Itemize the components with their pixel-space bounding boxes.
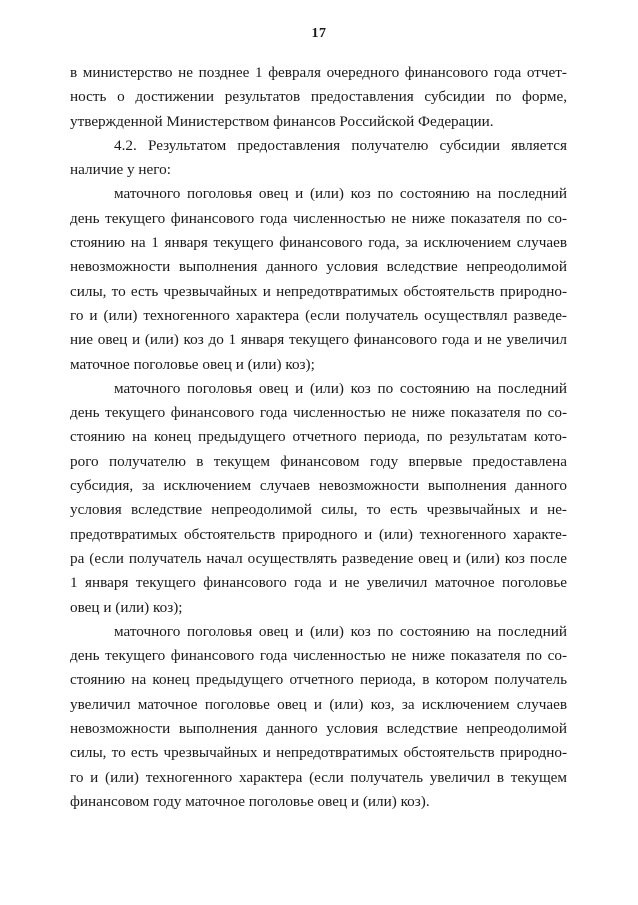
paragraph [70, 620, 567, 814]
text-line: утвержденной Министерством финансов Российской Федерации. [70, 112, 494, 130]
text-line: день текущего финансового года численностью не ниже показателя по со- [70, 209, 567, 227]
text-line: невозможности выполнения данного условия вследствие непреодолимой [70, 720, 567, 738]
text-line: в министерство не позднее 1 февраля очередного финансового года отчет- [70, 64, 567, 81]
paragraph [70, 61, 567, 134]
text-line: день текущего финансового года численностью не ниже показателя по со- [70, 647, 567, 665]
text-line: наличие у него: [70, 161, 171, 179]
text-line: увеличил маточное поголовье овец и (или) коз, за исключением случаев [70, 695, 567, 713]
text-line: стоянию на конец предыдущего отчетного периода, по результатам кото- [70, 428, 567, 446]
text-line: 1 января текущего финансового года и не увеличил маточное поголовье [70, 574, 567, 592]
text-line: маточного поголовья овец и (или) коз по состоянию на последний [114, 622, 567, 640]
text-line: финансовом году маточное поголовье овец и (или) коз). [70, 792, 430, 810]
text-line: маточного поголовья овец и (или) коз по состоянию на последний [114, 379, 567, 397]
text-line: силы, то есть чрезвычайных и непредотвратимых обстоятельств природно- [70, 744, 567, 762]
text-line: стоянию на 1 января текущего финансового года, за исключением случаев [70, 234, 567, 252]
text-line: ра (если получатель начал осуществлять разведение овец и (или) коз после [70, 549, 567, 567]
text-line: условия вследствие непреодолимой силы, то есть чрезвычайных и не- [70, 501, 567, 519]
text-line: силы, то есть чрезвычайных и непредотвратимых обстоятельств природно- [70, 282, 567, 300]
text-line: го и (или) техногенного характера (если получатель осуществлял разведе- [70, 306, 567, 324]
text-line: рого получателю в текущем финансовом году впервые предоставлена [70, 452, 567, 470]
paragraph [70, 377, 567, 620]
text-line: го и (или) техногенного характера (если получатель увеличил в текущем [70, 768, 567, 786]
text-line: маточного поголовья овец и (или) коз по состоянию на последний [114, 185, 567, 203]
page-number: 17 [311, 26, 327, 41]
text-line: ность о достижении результатов предоставления субсидии по форме, [70, 88, 567, 106]
text-line: день текущего финансового года численностью не ниже показателя по со- [70, 404, 567, 422]
paragraph [70, 182, 567, 376]
text-line: невозможности выполнения данного условия вследствие непреодолимой [70, 258, 567, 276]
text-line: 4.2. Результатом предоставления получателю субсидии является [114, 136, 567, 154]
text-line: субсидия, за исключением случаев невозможности выполнения данного [70, 477, 567, 495]
document-body [70, 61, 567, 814]
text-line: овец и (или) коз); [70, 598, 183, 616]
paragraph [70, 134, 567, 183]
text-line: ние овец и (или) коз до 1 января текущего финансового года и не увеличил [70, 331, 567, 349]
text-line: маточное поголовье овец и (или) коз); [70, 355, 315, 373]
text-line: предотвратимых обстоятельств природного и (или) техногенного характе- [70, 525, 567, 543]
text-line: стоянию на конец предыдущего отчетного периода, в котором получатель [70, 671, 567, 689]
